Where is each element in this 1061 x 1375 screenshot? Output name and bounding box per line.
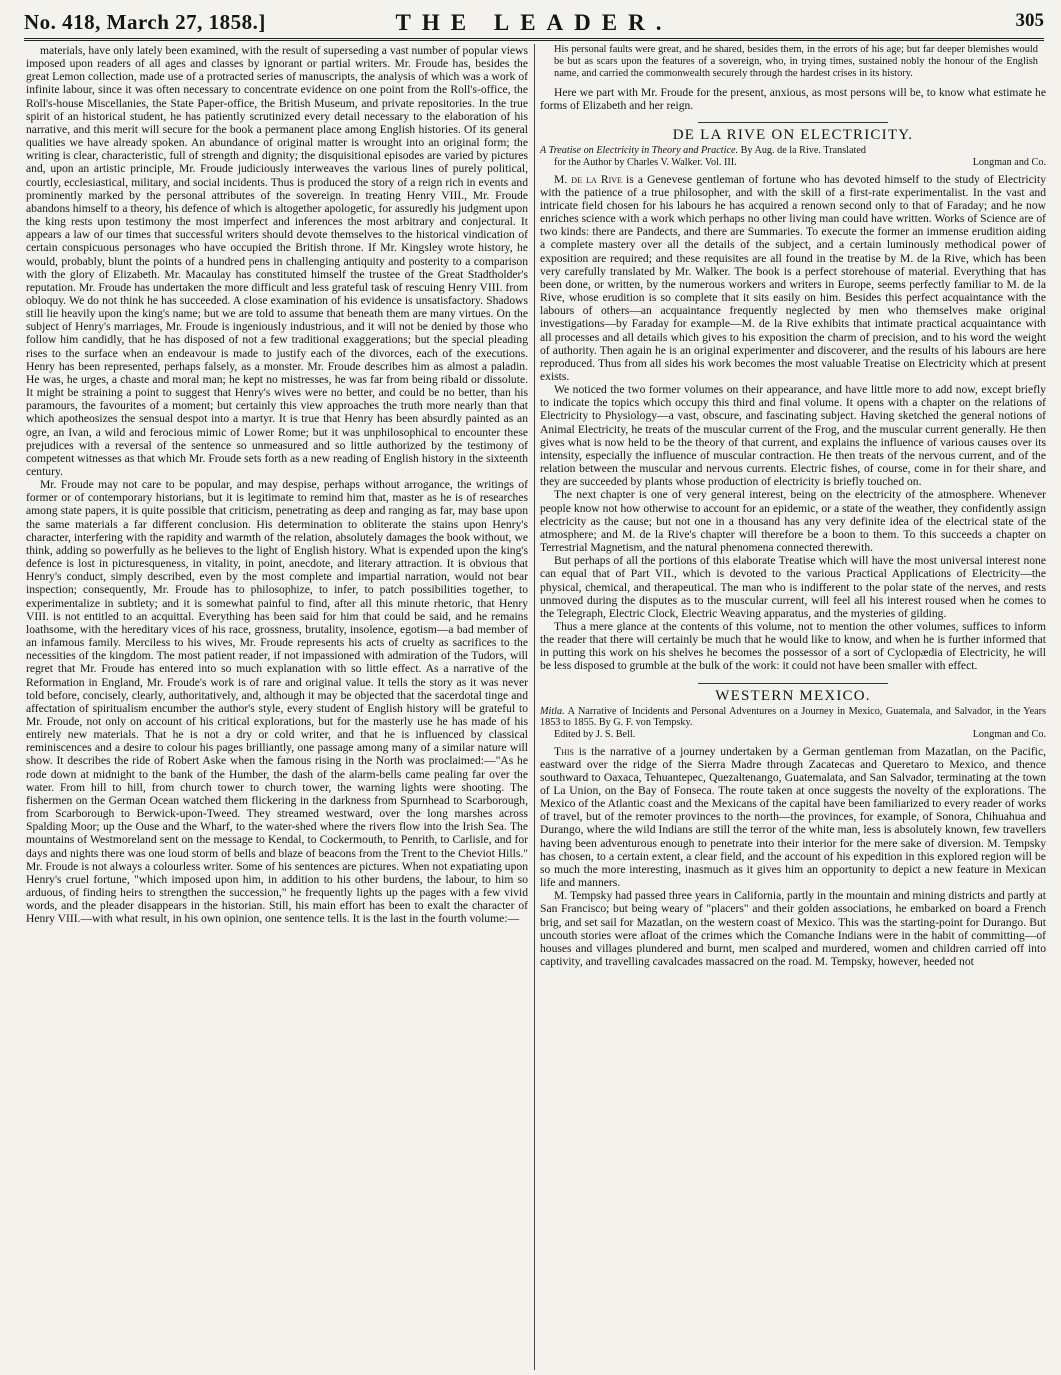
mexico-paragraph-1-text: is the narrative of a journey undertaken by a German gentleman from Mazatlan, on the Pacific, eastward over the ridge of the Sierra Madre through Zacatecas and Queretaro to Mexico, and thence southward to Oaxaca, Tehuantepec, Quezaltenango, Guatemalata, and San Salvador, terminating at the town of La Union, on the Bay of Fonseca. The route taken at once suggests the novelty of the explorations. The Mexico of the Atlantic coast and the Mexicans of the capital have been familiarized to every reader of works of travel, but of the remoter provinces to the north—the provinces, for example, of Sonora, Chihuahua and Durango, where the wild Indians are still the terror of the white man, less is absolutely known, few travellers having been adventurous enough to penetrate into their interior for the mere sake of diversion. M. Tempsky has chosen, to a certain extent, a clear field, and the account of his expedition in this explored region will be so much the more interesting, inasmuch as it gives him an opportunity to depict a new feature in Mexican life and manners.: [540, 744, 1046, 890]
bibliographic-entry-electricity: [540, 145, 1046, 168]
bibl-line2: [540, 157, 1046, 169]
froude-closing: Here we part with Mr. Froude for the present, anxious, as most persons will be, to know what estimate he forms of Elizabeth and her reign.: [540, 86, 1046, 113]
review-heading-mexico: WESTERN MEXICO.: [715, 687, 871, 704]
froude-quote: His personal faults were great, and he shared, besides them, in the errors of his age; but far deeper blemishes would be but as scars upon the features of a sovereign, who, in trying times, sustained nobly the honour of the English name, and carried the commonwealth securely through the hardest crises in its history.: [554, 44, 1038, 79]
electricity-paragraph-4: But perhaps of all the portions of this elaborate Treatise which will have the most universal interest none can equal that of Part VII., which is devoted to the various Practical Applications of Electricity—the physical, chemical, and therapeutical. The man who is indifferent to the polar state of the nerves, and rests unmoved during the disputes as to the muscular current, will feel all his interest roused when he comes to the Telegraph, Electric Clock, Electric Weaving apparatus, and the mysteries of gilding.: [540, 554, 1046, 620]
lead-caps: M. de la Rive: [554, 172, 622, 186]
book-description: A Narrative of Incidents and Personal Adventures on a Journey in Mexico, Guatemala, and Salvador, in the Years 1853 to 1855. By G. F. von Tempsky.: [540, 705, 1047, 729]
electricity-paragraph-2: We noticed the two former volumes on their appearance, and have little more to add now, except briefly to indicate the topics which occupy this third and final volume. It opens with a chapter on the relations of Electricity to Physiology—a vast, obscure, and fascinating subject. Having sketched the general notions of Animal Electricity, he treats of the muscular current of the Frog, and the muscular current generally. He then gives what is now held to be the theory of that current, and explains the influence of various causes over its intensity, especially the influence of muscular contraction. He then treats of the nervous current, and of the relation between the muscular and nervous currents. Electric fishes, of course, come in for their share, and they are succeeded by plants whose production of electricity is briefly touched on.: [540, 383, 1046, 489]
right-column: [540, 44, 1046, 968]
electricity-paragraph-1: [540, 173, 1046, 384]
book-translator: for the Author by Charles V. Walker. Vol. III.: [554, 157, 737, 169]
issue-date: No. 418, March 27, 1858.]: [24, 10, 266, 34]
page-header: [24, 8, 1044, 41]
book-publisher: Longman and Co.: [972, 728, 1046, 740]
book-title: A Treatise on Electricity in Theory and Practice.: [540, 145, 739, 157]
column-divider: [534, 44, 535, 1370]
electricity-paragraph-3: The next chapter is one of very general interest, being on the electricity of the atmosphere. Whenever people know not how otherwise to account for an epidemic, or a state of the weather, they confidently assign electricity as the cause; but not one in a thousand has any very definite idea of the electrical state of the atmosphere; and M. de la Rive's chapter will therefore be a boon to them. To this succeeds a chapter on Terrestrial Magnetism, and the natural phenomena connected therewith.: [540, 488, 1046, 555]
masthead-title: THE LEADER.: [395, 10, 673, 35]
book-publisher: Longman and Co.: [972, 157, 1046, 169]
book-editor: Edited by J. S. Bell.: [554, 728, 636, 740]
book-author: By Aug. de la Rive. Translated: [740, 145, 866, 157]
section-divider: [698, 683, 888, 684]
left-column: [26, 44, 528, 925]
lead-caps: This: [554, 744, 574, 758]
mexico-paragraph-1: [540, 745, 1046, 890]
section-divider: [698, 122, 888, 123]
mexico-paragraph-2: M. Tempsky had passed three years in California, partly in the mountain and mining districts and partly at San Francisco; but being weary of "placers" and their golden associations, he embarked on board a French brig, and set sail for Mazatlan, on the western coast of Mexico. This was the starting-point for Durango. But uncouth stories were afloat of the crimes which the Comanche Indians were in the habit of committing—of houses and villages plundered and burnt, men scalped and murdered, women and children carried off into captivity, and travelling cavalcades massacred on the road. M. Tempsky, however, heeded not: [540, 889, 1046, 969]
page-number: 305: [1015, 10, 1044, 31]
review-heading-electricity: DE LA RIVE ON ELECTRICITY.: [672, 127, 914, 144]
bibl-line2: [540, 729, 1046, 741]
book-title: Mitla.: [540, 705, 565, 717]
electricity-paragraph-1-text: is a Genevese gentleman of fortune who has devoted himself to the study of Electricity with the patience of a true philosopher, and with the skill of a first-rate experimentalist. In the vast and intricate field chosen for his labours he has acquired a renown second only to that of Faraday; and he now enriches science with a work which perhaps no other living man could have written. Works of Science are of two kinds: there are Pandects, and there are Summaries. To execute the former an immense erudition aiding a complete mastery over all the details of the subject, and a certain luminously methodical power of exposition are required; and these requisites are all found in the treatise by M. de la Rive, which has been very carefully translated by Mr. Walker. The book is a perfect storehouse of material. Everything that has been done, or written, by the numerous workers and writers in Europe, seems perfectly familiar to M. de la Rive, whose erudition is so complete that it sits easily on him. Besides this perfect acquaintance with the labours of others—an acquaintance frequently neglected by men who themselves make original investigations—by Faraday for example—M. de la Rive exhibits that intimate practical acquaintance with all processes and all details which gives to his exposition the charm of precision, and to his word the weight of authority. Then again he is an original experimenter and discoverer, and the results of his labours are here reproduced. Thus from all sides his work becomes the most valuable Treatise on Electricity which at present exists.: [540, 172, 1046, 383]
electricity-paragraph-5: Thus a mere glance at the contents of this volume, not to mention the other volumes, suffices to inform the reader that there will certainly be much that he would like to know, and when he is further informed that in putting this work on his shelves he becomes the possessor of a sort of Cyclopædia of Electricity, he will be less disposed to grumble at the bulk of the work: it could not have been smaller with effect.: [540, 619, 1046, 673]
froude-paragraph-2: Mr. Froude may not care to be popular, and may despise, perhaps without arrogance, the writings of former or of contemporary historians, but it is legitimate to remind him that, master as he is of researches among state papers, it is quite possible that criticism, penetrating as deep and ranging as far, may base upon the same materials a far different conclusion. His determination to obliterate the stains upon Henry's character, interfering with the rapidity and warmth of the relation, absolutely damages the book without, we think, adding so powerfully as he believes to the light of English history. What is expended upon the king's defence is lost in picturesqueness, in vitality, in point, anecdote, and literary attraction. It is obvious that Henry's conduct, simply described, even by the most complete and impartial narration, would not bear inspection; consequently, Mr. Froude has to philosophize, to infer, to patch possibilities together, to experimentalize in subtlety; and it is somewhat painful to find, after all this minute rhetoric, that Henry VIII. is not entitled to an acquittal. Everything has been said for him that could be said, and he remains loathsome, with the hereditary vices of his race, grossness, brutality, insolence, egotism—a bad member of an infamous family. Merciless to his wives, Mr. Froude represents his acts of cruelty as sacrifices to the necessities of the kingdom. The most patient reader, if not impassioned with admiration of the Tudors, will regret that Mr. Froude has entered into so much explanation with so little effect. As a narrative of the Reformation in England, Mr. Froude's work is of rare and original value. It tells the story as it was never told before, concisely, clearly, authoritatively, and, although it may be objected that the sacerdotal tinge and affectation of spiritualism encumber the author's style, every student of English history will be grateful to Mr. Froude, not only on account of his critical explorations, but for the masterly use he has made of his entirely new materials. That he is not a dry or cold writer, and that he is influenced by classical reminiscences and a desire to colour his pages brilliantly, one passage among many of a similar nature will show. It describes the ride of Robert Aske when the famous rising in the North was proclaimed:—"As he rode down at midnight to the bank of the Humber, the dash of the alarm-bells came pealing far over the water. From hill to hill, from church tower to church tower, the warning lights were shooting. The fishermen on the German Ocean watched them flickering in the darkness from Spurnhead to Scarborough, from Scarborough to Berwick-upon-Tweed. They streamed westward, over the long marshes across Spalding Moor; up the Ouse and the Wharf, to the water-shed where the rivers flow into the Irish Sea. The mountains of Westmoreland sent on the message to Kendal, to Cockermouth, to Penrith, to Carlisle, and for days and nights there was one loud storm of bells and blaze of beacons from the Trent to the Cheviot Hills." Mr. Froude is not always a colourless writer. Some of his sentences are pictures. When not expatiating upon Henry's cruel fortune, "which imposed upon him, in addition to his other burdens, the labour, to him so arduous, of finding heirs to strengthen the succession," he frequently lights up the pages with a few vivid words, and the pleader disappears in the historian. Still, his main effort has been to exalt the character of Henry VIII.—with what result, in his own opinion, one sentence tells. It is the last in the fourth volume:—: [26, 478, 528, 926]
bibliographic-entry-mexico: [540, 706, 1046, 741]
froude-paragraph-1: materials, have only lately been examined, with the result of superseding a vast number of popular views imposed upon readers of all ages and classes by ignorant or partial writers. Mr. Froude has, besides the great Lemon collection, made use of a protracted series of manuscripts, the analysis of which was a work of infinite labour, since it was often necessary to concentrate evidence on one point from the Roll's-office, the Roll's-house Miscellanies, the State Paper-office, the British Museum, and private repositories. In the true spirit of an historical student, he has patiently scrutinized every detail necessary to the elaboration of his narrative, and this merit will secure for the book a permanent place among English histories. Of its general qualities we have already spoken. An abundance of original matter is wrought into an original form; the writing is clear, characteristic, full of strength and dignity; the disquisitional episodes are varied by pictures and, upon an artistic principle, Mr. Froude judiciously interweaves the various lines of purely political, courtly, ecclesiastical, military, and social incidents. Thus is produced the story of a reign rich in events and prominently marked by the personal attributes of the sovereign. In treating Henry VIII., Mr. Froude abandons himself to a theory, his defence of which is altogether apologetic, for assuredly his judgment upon the king rests upon testimony the most imperfect and inferences the most arbitrary and conjectural. It appears a law of our times that successful writers should devote themselves to the historical vindication of certain conspicuous personages who have occupied the British throne. If Mr. Kingsley wrote history, he would, probably, blunt the points of a hundred pens in challenging antiquity and posterity to a comparison with the glory of Elizabeth. Mr. Macaulay has constituted himself the trustee of the Great Stadtholder's reputation. Mr. Froude has undertaken the more difficult and less grateful task of rescuing Henry VIII. from obloquy. We do not think he has succeeded. A close examination of his evidence is unsatisfactory. Shadows still lie heavily upon the king's name; but we are told to assume that beneath them are many virtues. On the subject of Henry's marriages, Mr. Froude is ingeniously industrious, and it will not be denied by those who follow him candidly, that he has disposed of not a few traditional exaggerations; but the special pleading rises to the surface when an endeavour is made to justify each of the divorces, each of the executions. Henry has been represented, perhaps falsely, as a monster. Mr. Froude describes him as almost a paladin. He was, he urges, a chaste and moral man; he kept no mistresses, he was far from being ribald or dissolute. It might be straining a point to suggest that Henry's wives were no better, and could be no better, than his paramours, the favourites of a moment; but certainly this view approaches the truth more nearly than that which apotheosizes the sensual despot into a martyr. It is true that Henry has been absurdly painted as an ogre, an Ivan, a wild and ferocious mimic of Lower Rome; but it was unphilosophical to encounter these prejudices with a reversal of the sentence so unmeasured and so little authorized by the testimony of competent witnesses as that which Mr. Froude sets forth as a new reading of English history in the sixteenth century.: [26, 44, 528, 478]
